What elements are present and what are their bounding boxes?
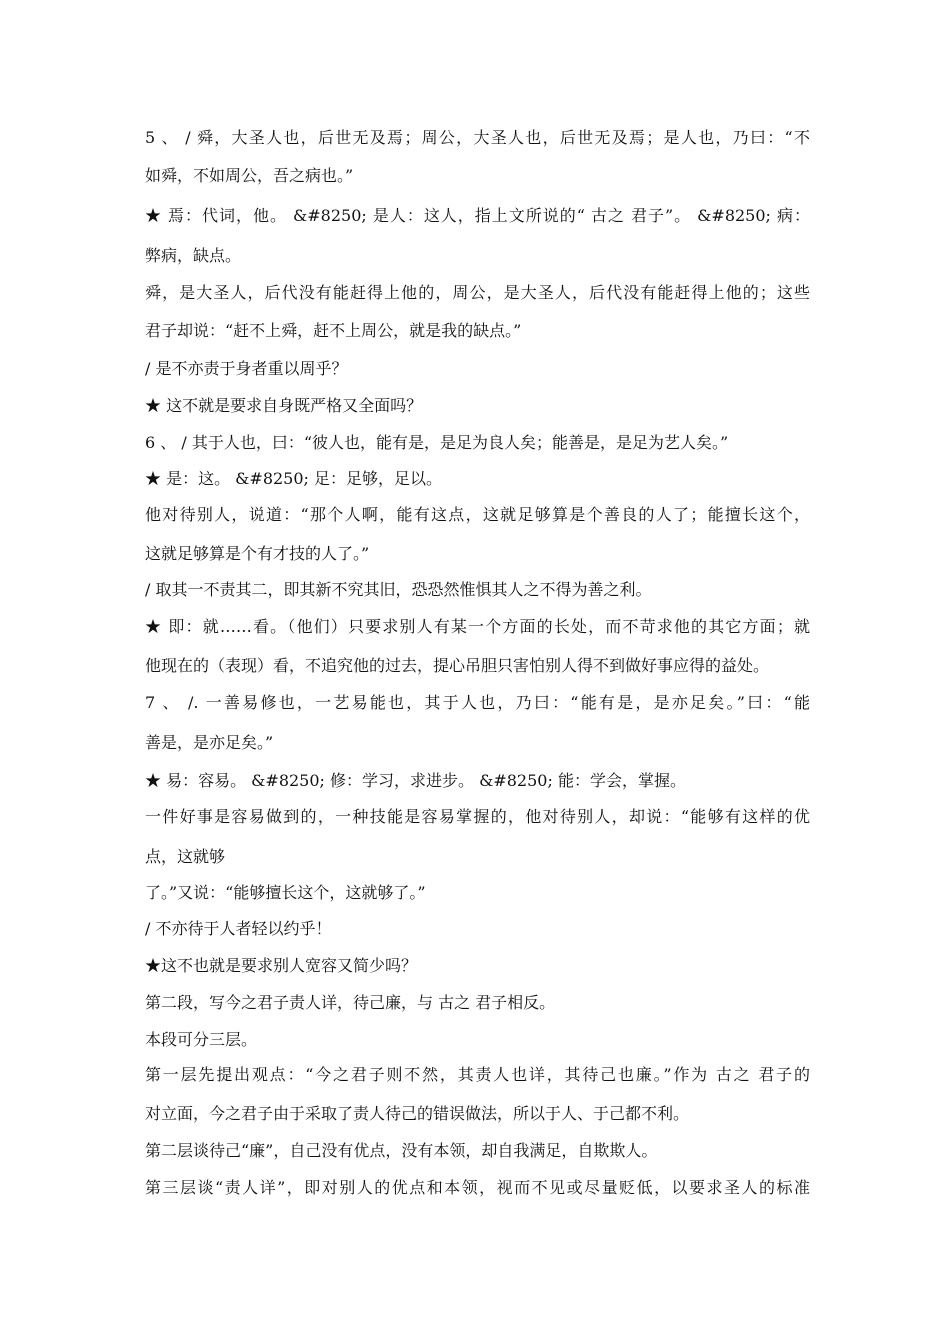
text-line: 如舜，不如周公，吾之病也。” bbox=[145, 166, 354, 185]
text-line: ★ 易：容易。 &#8250; 修：学习，求进步。 &#8250; 能：学会，掌握。 bbox=[145, 771, 686, 790]
text-line: / 是不亦责于身者重以周乎？ bbox=[145, 359, 348, 378]
text-line: 弊病，缺点。 bbox=[145, 246, 242, 265]
text-line: 7 、 /. 一善易修也，一艺易能也，其于人也，乃曰：“能有是，是亦足矣。”曰：“能 bbox=[145, 693, 810, 712]
text-line: 他现在的（表现）看，不追究他的过去，提心吊胆只害怕别人得不到做好事应得的益处。 bbox=[145, 656, 770, 675]
text-line: ★ 焉：代词，他。 &#8250; 是人：这人，指上文所说的“ 古之 君子”。 &#8250; 病： bbox=[145, 206, 810, 225]
text-line: 舜，是大圣人，后代没有能赶得上他的，周公，是大圣人，后代没有能赶得上他的；这些 bbox=[145, 283, 810, 302]
text-line: 善是，是亦足矣。” bbox=[145, 733, 274, 752]
text-line: 了。”又说：“能够擅长这个，这就够了。” bbox=[145, 883, 426, 902]
text-line: 5 、 / 舜，大圣人也，后世无及焉；周公，大圣人也，后世无及焉；是人也，乃曰：“不 bbox=[145, 128, 810, 147]
text-line: 第三层谈“责人详”，即对别人的优点和本领，视而不见或尽量贬低，以要求圣人的标准 bbox=[145, 1178, 810, 1197]
text-line: 他对待别人，说道：“那个人啊，能有这点，这就足够算是个善良的人了；能擅长这个， bbox=[145, 505, 810, 524]
text-line: 本段可分三层。 bbox=[145, 1030, 258, 1049]
text-line: 点，这就够 bbox=[145, 847, 226, 866]
text-line: ★ 即：就……看。（他们）只要求别人有某一个方面的长处，而不苛求他的其它方面；就 bbox=[145, 617, 810, 636]
text-line: 6 、 / 其于人也，曰：“彼人也，能有是，是足为良人矣；能善是，是足为艺人矣。” bbox=[145, 433, 729, 452]
text-line: ★ 是：这。 &#8250; 足：足够，足以。 bbox=[145, 469, 443, 488]
text-line: ★ 这不就是要求自身既严格又全面吗？ bbox=[145, 396, 423, 415]
text-line: ★这不也就是要求别人宽容又简少吗？ bbox=[145, 956, 418, 975]
text-line: 第二段，写今之君子责人详，待己廉，与 古之 君子相反。 bbox=[145, 993, 556, 1012]
text-line: / 取其一不责其二，即其新不究其旧，恐恐然惟惧其人之不得为善之利。 bbox=[145, 580, 652, 599]
text-line: 这就足够算是个有才技的人了。” bbox=[145, 544, 370, 563]
text-line: 对立面，今之君子由于采取了责人待己的错误做法，所以于人、于己都不利。 bbox=[145, 1104, 690, 1123]
text-line: 一件好事是容易做到的，一种技能是容易掌握的，他对待别人，却说：“能够有这样的优 bbox=[145, 807, 810, 826]
text-line: 君子却说：“赶不上舜，赶不上周公，就是我的缺点。” bbox=[145, 321, 522, 340]
text-line: / 不亦待于人者轻以约乎！ bbox=[145, 919, 332, 938]
text-line: 第二层谈待己“廉”，自己没有优点，没有本领，却自我满足，自欺欺人。 bbox=[145, 1141, 658, 1160]
text-line: 第一层先提出观点：“今之君子则不然，其责人也详，其待己也廉。”作为 古之 君子的 bbox=[145, 1065, 810, 1084]
